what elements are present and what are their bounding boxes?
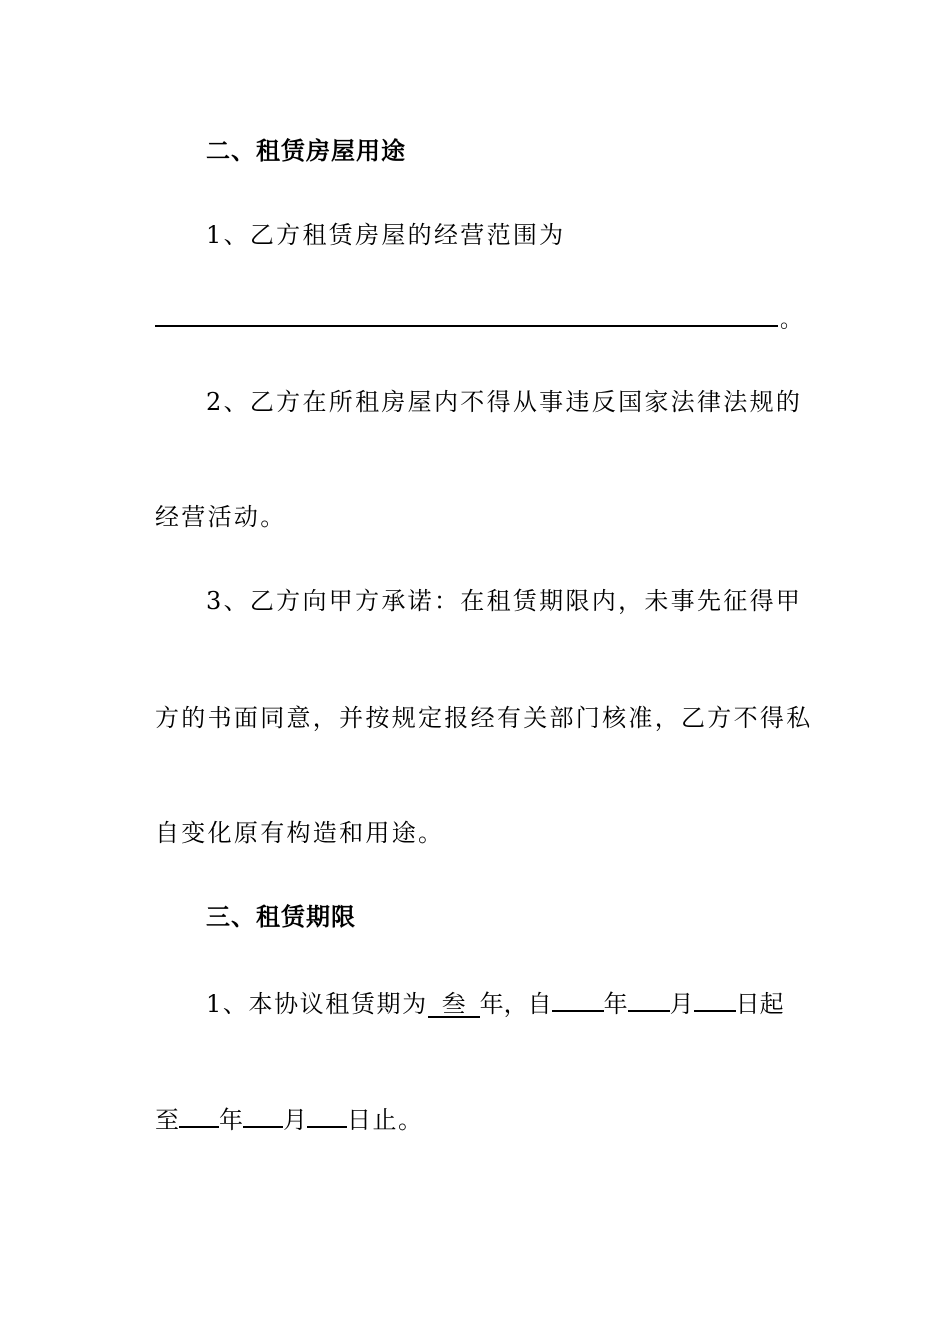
start-day-unit: 日起 (735, 990, 784, 1018)
term-prefix: 1、本协议租赁期为 (206, 990, 428, 1018)
end-month-blank (243, 1102, 283, 1128)
business-scope-blank (155, 325, 778, 327)
term-years-from: 年，自 (479, 990, 552, 1018)
end-day-unit: 日止。 (347, 1106, 424, 1134)
section-heading-usage: 二、租赁房屋用途 (206, 136, 406, 165)
end-day-blank (307, 1102, 347, 1128)
end-to: 至 (155, 1106, 179, 1134)
usage-item-2-line-1: 2、乙方在所租房屋内不得从事违反国家法律法规的 (206, 388, 803, 416)
business-scope-period: 。 (780, 308, 803, 333)
section-heading-term: 三、租赁期限 (206, 902, 356, 931)
usage-item-3-line-3: 自变化原有构造和用途。 (155, 819, 445, 847)
usage-item-2-line-2: 经营活动。 (155, 503, 287, 531)
term-item-1-line-2 (155, 1102, 424, 1135)
end-month-unit: 月 (283, 1106, 307, 1134)
usage-item-3-line-1: 3、乙方向甲方承诺：在租赁期限内，未事先征得甲 (206, 587, 803, 615)
start-month-unit: 月 (669, 990, 694, 1018)
term-years-field: 叁 (428, 992, 480, 1018)
start-month-blank (628, 986, 670, 1012)
end-year-unit: 年 (219, 1106, 243, 1134)
end-year-blank (179, 1102, 219, 1128)
start-year-unit: 年 (603, 990, 628, 1018)
start-day-blank (694, 986, 736, 1012)
start-year-blank (552, 986, 604, 1012)
term-item-1-line-1 (206, 986, 784, 1019)
usage-item-1: 1、乙方租赁房屋的经营范围为 (206, 221, 566, 249)
usage-item-3-line-2: 方的书面同意，并按规定报经有关部门核准，乙方不得私 (155, 704, 813, 732)
